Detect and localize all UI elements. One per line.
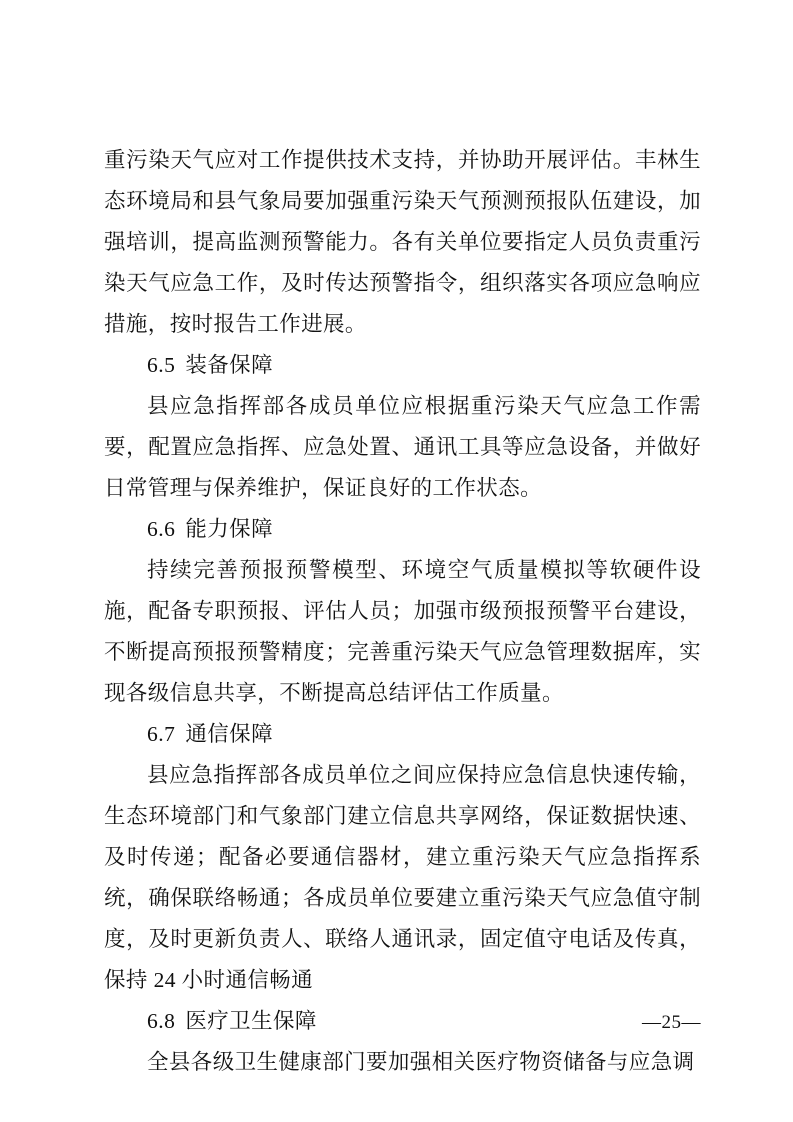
body-paragraph: 全县各级卫生健康部门要加强相关医疗物资储备与应急调 — [147, 1050, 695, 1074]
section-title: 医疗卫生保障 — [185, 1009, 317, 1033]
page-number: —25— — [642, 1012, 701, 1033]
section-heading — [104, 509, 701, 550]
section-number: 6.7 — [147, 722, 176, 746]
section-number: 6.5 — [147, 353, 176, 377]
section-title: 装备保障 — [185, 353, 273, 377]
document-body — [104, 140, 701, 1083]
section-number: 6.8 — [147, 1009, 176, 1033]
body-paragraph: 县应急指挥部各成员单位之间应保持应急信息快速传输，生态环境部门和气象部门建立信息共享网络，保证数据快速、及时传递；配备必要通信器材，建立重污染天气应急指挥系统，确保联络畅通；各成员单位要建立重污染天气应急值守制度，及时更新负责人、联络人通讯录，固定值守电话及传真，保持 24 小时通信畅通 — [104, 763, 701, 992]
section-title: 通信保障 — [185, 722, 273, 746]
body-paragraph: 县应急指挥部各成员单位应根据重污染天气应急工作需要，配置应急指挥、应急处置、通讯工具等应急设备，并做好日常管理与保养维护，保证良好的工作状态。 — [104, 394, 701, 500]
section-title: 能力保障 — [185, 517, 273, 541]
section-heading — [104, 345, 701, 386]
body-paragraph: 持续完善预报预警模型、环境空气质量模拟等软硬件设施，配备专职预报、评估人员；加强市级预报预警平台建设，不断提高预报预警精度；完善重污染天气应急管理数据库，实现各级信息共享，不断提高总结评估工作质量。 — [104, 558, 701, 705]
section-number: 6.6 — [147, 517, 176, 541]
section-heading — [104, 714, 701, 755]
body-paragraph: 重污染天气应对工作提供技术支持，并协助开展评估。丰林生态环境局和县气象局要加强重污染天气预测预报队伍建设，加强培训，提高监测预警能力。各有关单位要指定人员负责重污染天气应急工作，及时传达预警指令，组织落实各项应急响应措施，按时报告工作进展。 — [104, 148, 701, 336]
section-heading — [104, 1001, 701, 1042]
